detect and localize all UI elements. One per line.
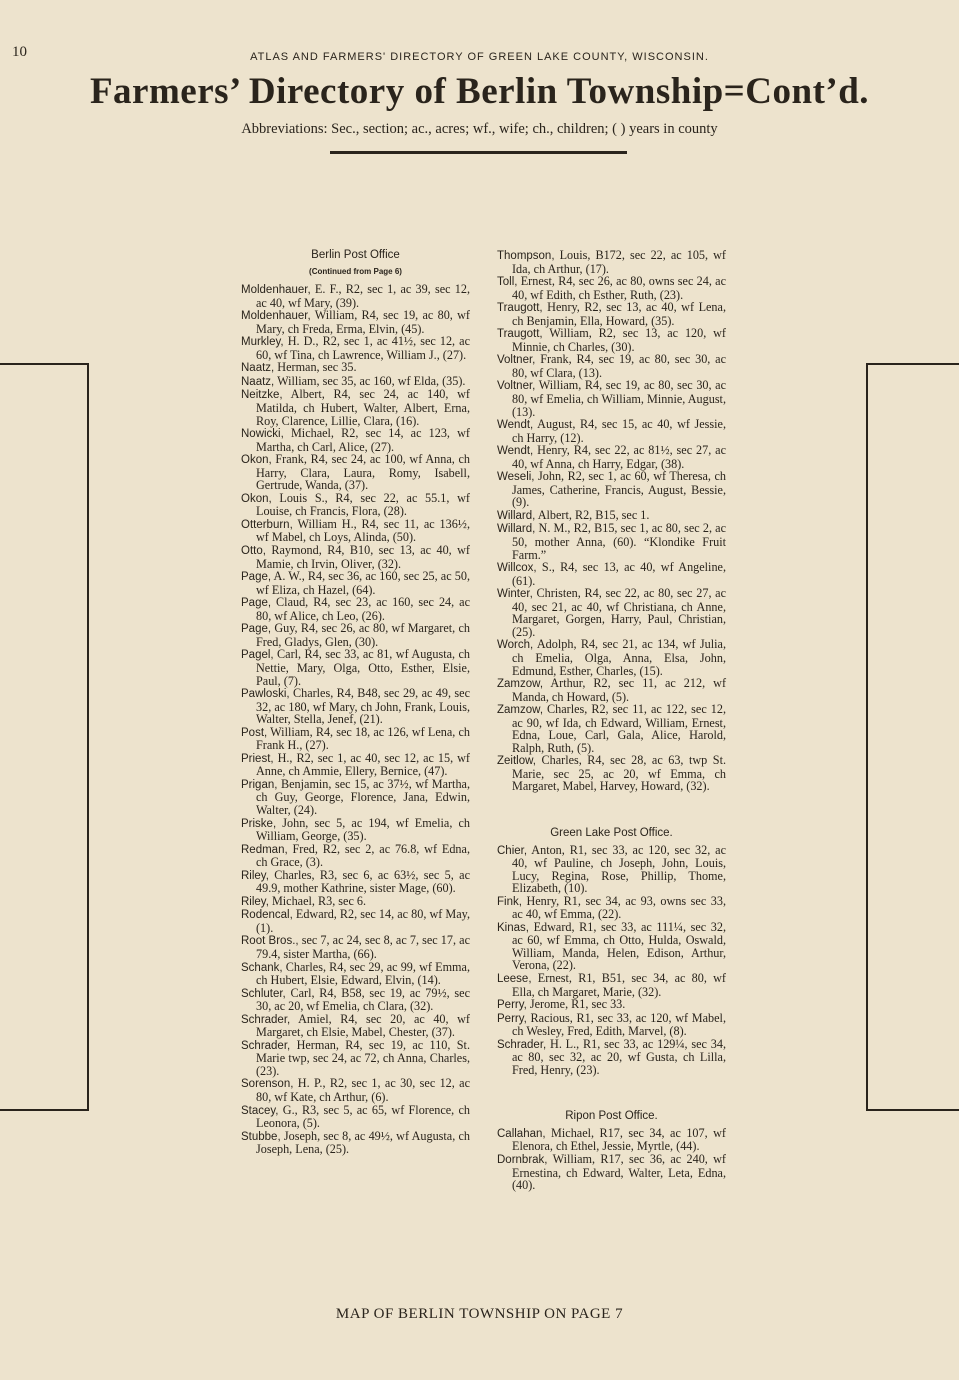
- entry-name: Kinas,: [497, 921, 529, 934]
- entry-details: S., R4, sec 13, ac 40, wf Angeline, (61).: [512, 560, 726, 588]
- entry-name: Murkley,: [241, 336, 284, 349]
- abbreviations-line: Abbreviations: Sec., section; ac., acres; wf., wife; ch., children; ( ) years in county: [241, 121, 718, 137]
- entry-details: Ernest, R1, B51, sec 34, ac 80, wf Ella, ch Margaret, Marie, (32).: [512, 970, 726, 999]
- directory-entry: [241, 1104, 470, 1130]
- directory-entry: [241, 1130, 470, 1156]
- entry-name: Zamzow,: [497, 704, 544, 717]
- entry-details: sec 7, ac 24, sec 8, ac 7, sec 17, ac 79.4, sister Martha, (66).: [256, 933, 470, 961]
- entry-details: Charles, R4, sec 28, ac 63, twp St. Marie, sec 25, ac 20, wf Emma, ch Margaret, Mabel, Harvey, Howard, (32).: [512, 753, 726, 794]
- entry-name: Moldenhauer,: [241, 310, 311, 323]
- title-rule: [330, 151, 627, 154]
- entry-name: Thompson,: [497, 250, 555, 262]
- entry-name: Willard,: [497, 509, 536, 522]
- directory-entry: [241, 648, 470, 687]
- green-lake-post-office-heading: Green Lake Post Office.: [550, 826, 673, 839]
- entry-details: Guy, R4, sec 26, ac 80, wf Margaret, ch Fred, Gladys, Glen, (30).: [256, 621, 470, 649]
- directory-entry: [241, 934, 470, 960]
- entry-name: Page,: [241, 623, 272, 636]
- entry-name: Page,: [241, 597, 272, 610]
- entry-name: Priest,: [241, 752, 274, 765]
- entry-details: William, R4, sec 19, ac 80, wf Mary, ch Freda, Erma, Elvin, (45).: [256, 308, 470, 336]
- entry-details: Edward, R2, sec 14, ac 80, wf May, (1).: [256, 907, 470, 935]
- directory-entry: [497, 379, 726, 418]
- entry-details: Frank, R4, sec 19, ac 80, sec 30, ac 80, wf Clara, (13).: [512, 352, 726, 380]
- entry-details: Jerome, R1, sec 33.: [526, 997, 626, 1012]
- entry-details: John, sec 5, ac 194, wf Emelia, ch William, George, (35).: [256, 815, 470, 844]
- entry-name: Okon,: [241, 454, 272, 467]
- directory-entry: [497, 1012, 726, 1038]
- entry-details: William, R2, sec 13, ac 120, wf Minnie, ch Charles, (30).: [512, 326, 726, 354]
- entry-details: Ernest, R4, sec 26, ac 80, owns sec 24, ac 40, wf Edith, ch Esther, Ruth, (23).: [512, 274, 726, 302]
- entry-details: William, sec 35, ac 160, wf Elda, (35).: [274, 373, 466, 388]
- entry-name: Riley,: [241, 895, 269, 908]
- directory-entry: [241, 1077, 470, 1103]
- entry-name: Traugott,: [497, 328, 543, 341]
- directory-entry: [497, 587, 726, 638]
- entry-name: Otterburn,: [241, 518, 293, 531]
- directory-entry: [497, 703, 726, 754]
- entry-details: Fred, R2, sec 2, ac 76.8, wf Edna, ch Grace, (3).: [256, 841, 470, 870]
- entry-name: Okon,: [241, 492, 272, 505]
- directory-entry: [241, 335, 470, 361]
- running-header: ATLAS AND FARMERS' DIRECTORY OF GREEN LAKE COUNTY, WISCONSIN.: [250, 51, 709, 63]
- directory-entry: [497, 677, 726, 703]
- directory-entry: [241, 596, 470, 622]
- directory-entry: [241, 309, 470, 335]
- entry-details: Louis, B172, sec 22, ac 105, wf Ida, ch Arthur, (17).: [512, 248, 726, 276]
- entry-details: H. D., R2, sec 1, ac 41½, sec 12, ac 60, wf Tina, ch Lawrence, William J., (27).: [256, 334, 470, 362]
- entry-details: Frank, R4, sec 24, ac 100, wf Anna, ch Harry, Clara, Laura, Romy, Isabell, Gertrude, Wanda, (37).: [256, 452, 470, 493]
- entry-details: Henry, R1, sec 34, ac 93, owns sec 33, ac 40, wf Emma, (22).: [512, 893, 726, 922]
- page-number: 10: [12, 44, 27, 60]
- entry-name: Toll,: [497, 276, 518, 289]
- entry-name: Schrader,: [241, 1013, 291, 1026]
- directory-entry: [497, 301, 726, 327]
- entry-name: Chier,: [497, 844, 528, 857]
- entry-details: William, R4, sec 19, ac 80, sec 30, ac 80, wf Emelia, ch William, Minnie, August, (13).: [512, 378, 726, 419]
- entry-details: A. W., R4, sec 36, ac 160, sec 25, ac 50, wf Eliza, ch Hazel, (64).: [256, 569, 470, 597]
- entry-details: Herman, sec 35.: [274, 360, 357, 375]
- entry-details: N. M., R2, B15, sec 1, ac 80, sec 2, ac 50, mother Anna, (60). “Klondike Fruit Farm.”: [512, 521, 726, 562]
- entry-details: Charles, R4, sec 29, ac 99, wf Emma, ch Hubert, Elsie, Edward, Elvin, (14).: [256, 959, 470, 988]
- entry-name: Stubbe,: [241, 1130, 281, 1143]
- page-title: Farmers’ Directory of Berlin Township=Cont’d.: [89, 71, 870, 112]
- entry-name: Schrader,: [497, 1038, 547, 1051]
- entry-details: H. P., R2, sec 1, ac 30, sec 12, ac 80, wf Kate, ch Arthur, (6).: [256, 1076, 470, 1104]
- directory-entry: [497, 509, 726, 523]
- entry-details: Albert, R4, sec 24, ac 140, wf Matilda, ch Hubert, Walter, Albert, Erna, Roy, Clarence, Lillie, Clara, (16).: [256, 387, 470, 428]
- entry-name: Schrader,: [241, 1039, 291, 1052]
- entry-details: Charles, R3, sec 6, ac 63½, sec 5, ac 49.9, mother Kathrine, sister Mage, (60).: [256, 867, 470, 896]
- directory-entry: [241, 1039, 470, 1078]
- directory-entry: [241, 961, 470, 987]
- entry-name: Sorenson,: [241, 1078, 294, 1091]
- directory-entry: [497, 638, 726, 677]
- left-margin-box: [0, 363, 89, 1111]
- entry-name: Schluter,: [241, 987, 286, 1000]
- directory-entry: [241, 453, 470, 492]
- entry-details: Henry, R2, sec 13, ac 40, wf Lena, ch Benjamin, Ella, Howard, (35).: [512, 300, 726, 328]
- entry-name: Pagel,: [241, 649, 274, 662]
- directory-entry: [241, 622, 470, 648]
- left-column: [241, 249, 470, 1156]
- entry-name: Stacey,: [241, 1104, 279, 1117]
- entry-name: Voltner,: [497, 380, 536, 393]
- entry-details: Christen, R4, sec 22, ac 80, sec 27, ac 40, sec 21, ac 40, wf Christiana, ch Anne, Margaret, Gorgen, Harry, Paul, Christian, (25).: [512, 586, 726, 639]
- entry-name: Root Bros.,: [241, 935, 299, 948]
- entry-details: E. F., R2, sec 1, ac 39, sec 12, ac 40, wf Mary, (39).: [256, 282, 470, 310]
- entry-name: Willcox,: [497, 562, 537, 575]
- directory-entry: [497, 1038, 726, 1077]
- directory-entry: [241, 375, 470, 389]
- directory-entry: [497, 327, 726, 353]
- entry-details: Racious, R1, sec 33, ac 120, wf Mabel, ch Wesley, Fred, Edith, Marvel, (8).: [512, 1010, 726, 1039]
- footer-note: MAP OF BERLIN TOWNSHIP ON PAGE 7: [335, 1306, 624, 1322]
- directory-entry: [497, 470, 726, 509]
- entry-details: Benjamin, sec 15, ac 37½, wf Martha, ch Guy, George, Florence, Jana, Edwin, Walter, (24).: [256, 776, 470, 817]
- entry-details: William, R17, sec 36, ac 240, wf Ernestina, ch Edward, Walter, Leta, Edna, (40).: [512, 1152, 726, 1193]
- entry-name: Leese,: [497, 972, 532, 985]
- entry-details: William H., R4, sec 11, ac 136½, wf Mabel, ch Loys, Alinda, (50).: [256, 516, 470, 545]
- entry-name: Naatz,: [241, 362, 275, 375]
- entry-details: Anton, R1, sec 33, ac 120, sec 32, ac 40, wf Pauline, ch Joseph, John, Louis, Lucy, Regina, Rose, Phillip, Thome, Elizabeth, (10).: [512, 842, 726, 896]
- entry-details: Raymond, R4, B10, sec 13, ac 40, wf Mamie, ch Irvin, Oliver, (32).: [256, 543, 470, 571]
- entry-name: Wendt,: [497, 445, 534, 458]
- entry-details: Henry, R4, sec 22, ac 81½, sec 27, ac 40, wf Anna, ch Harry, Edgar, (38).: [512, 443, 726, 471]
- entry-details: William, R4, sec 18, ac 126, wf Lena, ch Frank H., (27).: [256, 724, 470, 753]
- directory-entry: [241, 843, 470, 869]
- entry-name: Redman,: [241, 843, 288, 856]
- directory-entry: [241, 518, 470, 544]
- directory-entry: [497, 353, 726, 379]
- entry-details: Adolph, R4, sec 21, ac 134, wf Julia, ch Emelia, Olga, Anna, Elsa, John, Edmund, Esther, Charles, (15).: [512, 637, 726, 678]
- entry-details: Charles, R2, sec 11, ac 122, sec 12, ac 90, wf Ida, ch Edward, William, Ernest, Edna, Loue, Carl, Gala, Alice, Harold, Ralph, Ruth, (5).: [512, 702, 726, 755]
- entry-name: Perry,: [497, 1012, 527, 1025]
- entry-name: Willard,: [497, 523, 536, 536]
- entry-details: Charles, R4, B48, sec 29, ac 49, sec 32, ac 180, wf Mary, ch John, Frank, Louis, Walter, Stella, Jenef, (21).: [256, 686, 470, 727]
- entry-details: H., R2, sec 1, ac 40, sec 12, ac 15, wf Anne, ch Ammie, Ellery, Bernice, (47).: [256, 750, 470, 779]
- entry-name: Riley,: [241, 869, 269, 882]
- directory-entry: [241, 869, 470, 895]
- directory-entry: [241, 427, 470, 453]
- directory-entry: [241, 778, 470, 817]
- entry-name: Schank,: [241, 961, 283, 974]
- entry-name: Otto,: [241, 545, 266, 558]
- entry-name: Callahan,: [497, 1127, 546, 1140]
- directory-entry: [241, 687, 470, 726]
- directory-entry: [241, 570, 470, 596]
- entry-details: H. L., R1, sec 33, ac 129¼, sec 34, ac 80, sec 32, ac 20, wf Gusta, ch Lilla, Fred, Henry, (23).: [512, 1036, 726, 1077]
- directory-entry: [241, 726, 470, 752]
- directory-entry: [497, 1153, 726, 1192]
- entry-name: Voltner,: [497, 354, 536, 367]
- entry-name: Page,: [241, 571, 272, 584]
- entry-details: Michael, R17, sec 34, ac 107, wf Elenora, ch Ethel, Jessie, Myrtle, (44).: [512, 1125, 726, 1154]
- entry-name: Zamzow,: [497, 678, 544, 691]
- right-margin-box: [866, 363, 959, 1111]
- directory-entry: [497, 754, 726, 793]
- entry-name: Weseli,: [497, 471, 535, 484]
- ripon-entries-list: [497, 1127, 726, 1192]
- entry-name: Moldenhauer,: [241, 284, 311, 297]
- entry-details: Albert, R2, B15, sec 1.: [535, 507, 650, 522]
- continued-note: (Continued from Page 6): [309, 266, 402, 276]
- directory-entry: [497, 921, 726, 972]
- entry-name: Neitzke,: [241, 389, 283, 402]
- directory-entry: [497, 895, 726, 921]
- entry-details: G., R3, sec 5, ac 65, wf Florence, ch Leonora, (5).: [256, 1102, 470, 1131]
- directory-entry: [497, 972, 726, 998]
- entry-name: Worch,: [497, 639, 534, 652]
- entry-name: Zeitlow,: [497, 755, 536, 768]
- directory-entry: [497, 1127, 726, 1153]
- directory-entry: [497, 249, 726, 275]
- entry-name: Wendt,: [497, 419, 534, 432]
- directory-entry: [241, 908, 470, 934]
- entry-details: Carl, R4, B58, sec 19, ac 79½, sec 30, ac 20, wf Emelia, ch Clara, (32).: [256, 985, 470, 1014]
- entry-name: Naatz,: [241, 375, 275, 388]
- directory-entry: [497, 844, 726, 895]
- entry-details: Carl, R4, sec 33, ac 81, wf Augusta, ch Nettie, Mary, Olga, Otto, Esther, Elsie, Paul, (7).: [256, 647, 470, 688]
- entry-name: Dornbrak,: [497, 1154, 548, 1166]
- directory-entry: [241, 987, 470, 1013]
- directory-entry: [241, 388, 470, 427]
- entry-details: Louis S., R4, sec 22, ac 55.1, wf Louise, ch Francis, Flora, (28).: [256, 490, 470, 519]
- berlin-post-office-heading: Berlin Post Office: [311, 249, 400, 261]
- entry-details: Herman, R4, sec 19, ac 110, St. Marie twp, sec 24, ac 72, ch Anna, Charles, (23).: [256, 1037, 470, 1078]
- entry-name: Fink,: [497, 895, 522, 908]
- entry-details: Michael, R3, sec 6.: [268, 893, 367, 908]
- directory-entry: [497, 444, 726, 470]
- entry-name: Post,: [241, 726, 268, 739]
- directory-entry: [241, 895, 470, 909]
- directory-entry: [241, 752, 470, 778]
- entry-details: John, R2, sec 1, ac 60, wf Theresa, ch James, Catherine, Francis, August, Bessie, (9).: [512, 469, 726, 510]
- ripon-post-office-heading: Ripon Post Office.: [565, 1110, 658, 1123]
- entry-name: Winter,: [497, 588, 533, 601]
- entry-details: August, R4, sec 15, ac 40, wf Jessie, ch Harry, (12).: [512, 417, 726, 445]
- directory-entry: [497, 522, 726, 561]
- entry-details: Edward, R1, sec 33, ac 111¼, sec 32, ac 60, wf Emma, ch Otto, Hulda, Oswald, William, Manda, Helen, Edison, Arthur, Verona, (22).: [512, 919, 726, 973]
- directory-entry: [241, 283, 470, 309]
- berlin-entries-list-continued: [497, 249, 726, 793]
- directory-entry: [497, 998, 726, 1012]
- directory-entry: [497, 275, 726, 301]
- directory-entry: [497, 561, 726, 587]
- entry-details: Amiel, R4, sec 20, ac 40, wf Margaret, ch Elsie, Mabel, Chester, (37).: [256, 1011, 470, 1040]
- green-lake-entries-list: [497, 844, 726, 1077]
- directory-entry: [241, 1013, 470, 1039]
- entry-name: Prigan,: [241, 778, 278, 791]
- right-column: [497, 249, 726, 1192]
- directory-entry: [241, 361, 470, 375]
- berlin-entries-list: [241, 283, 470, 1156]
- entry-name: Nowicki,: [241, 428, 284, 441]
- entry-details: Arthur, R2, sec 11, ac 212, wf Manda, ch Howard, (5).: [512, 676, 726, 704]
- entry-name: Traugott,: [497, 302, 543, 315]
- directory-entry: [241, 544, 470, 570]
- entry-name: Rodencal,: [241, 909, 293, 922]
- directory-entry: [241, 817, 470, 843]
- entry-details: Claud, R4, sec 23, ac 160, sec 24, ac 80, wf Alice, ch Leo, (26).: [256, 595, 470, 623]
- entry-name: Perry,: [497, 999, 527, 1012]
- entry-name: Priske,: [241, 817, 277, 830]
- directory-entry: [241, 492, 470, 518]
- entry-details: Joseph, sec 8, ac 49½, wf Augusta, ch Joseph, Lena, (25).: [256, 1128, 470, 1157]
- entry-name: Pawloski,: [241, 688, 290, 701]
- directory-entry: [497, 418, 726, 444]
- entry-details: Michael, R2, sec 14, ac 123, wf Martha, ch Carl, Alice, (27).: [256, 426, 470, 454]
